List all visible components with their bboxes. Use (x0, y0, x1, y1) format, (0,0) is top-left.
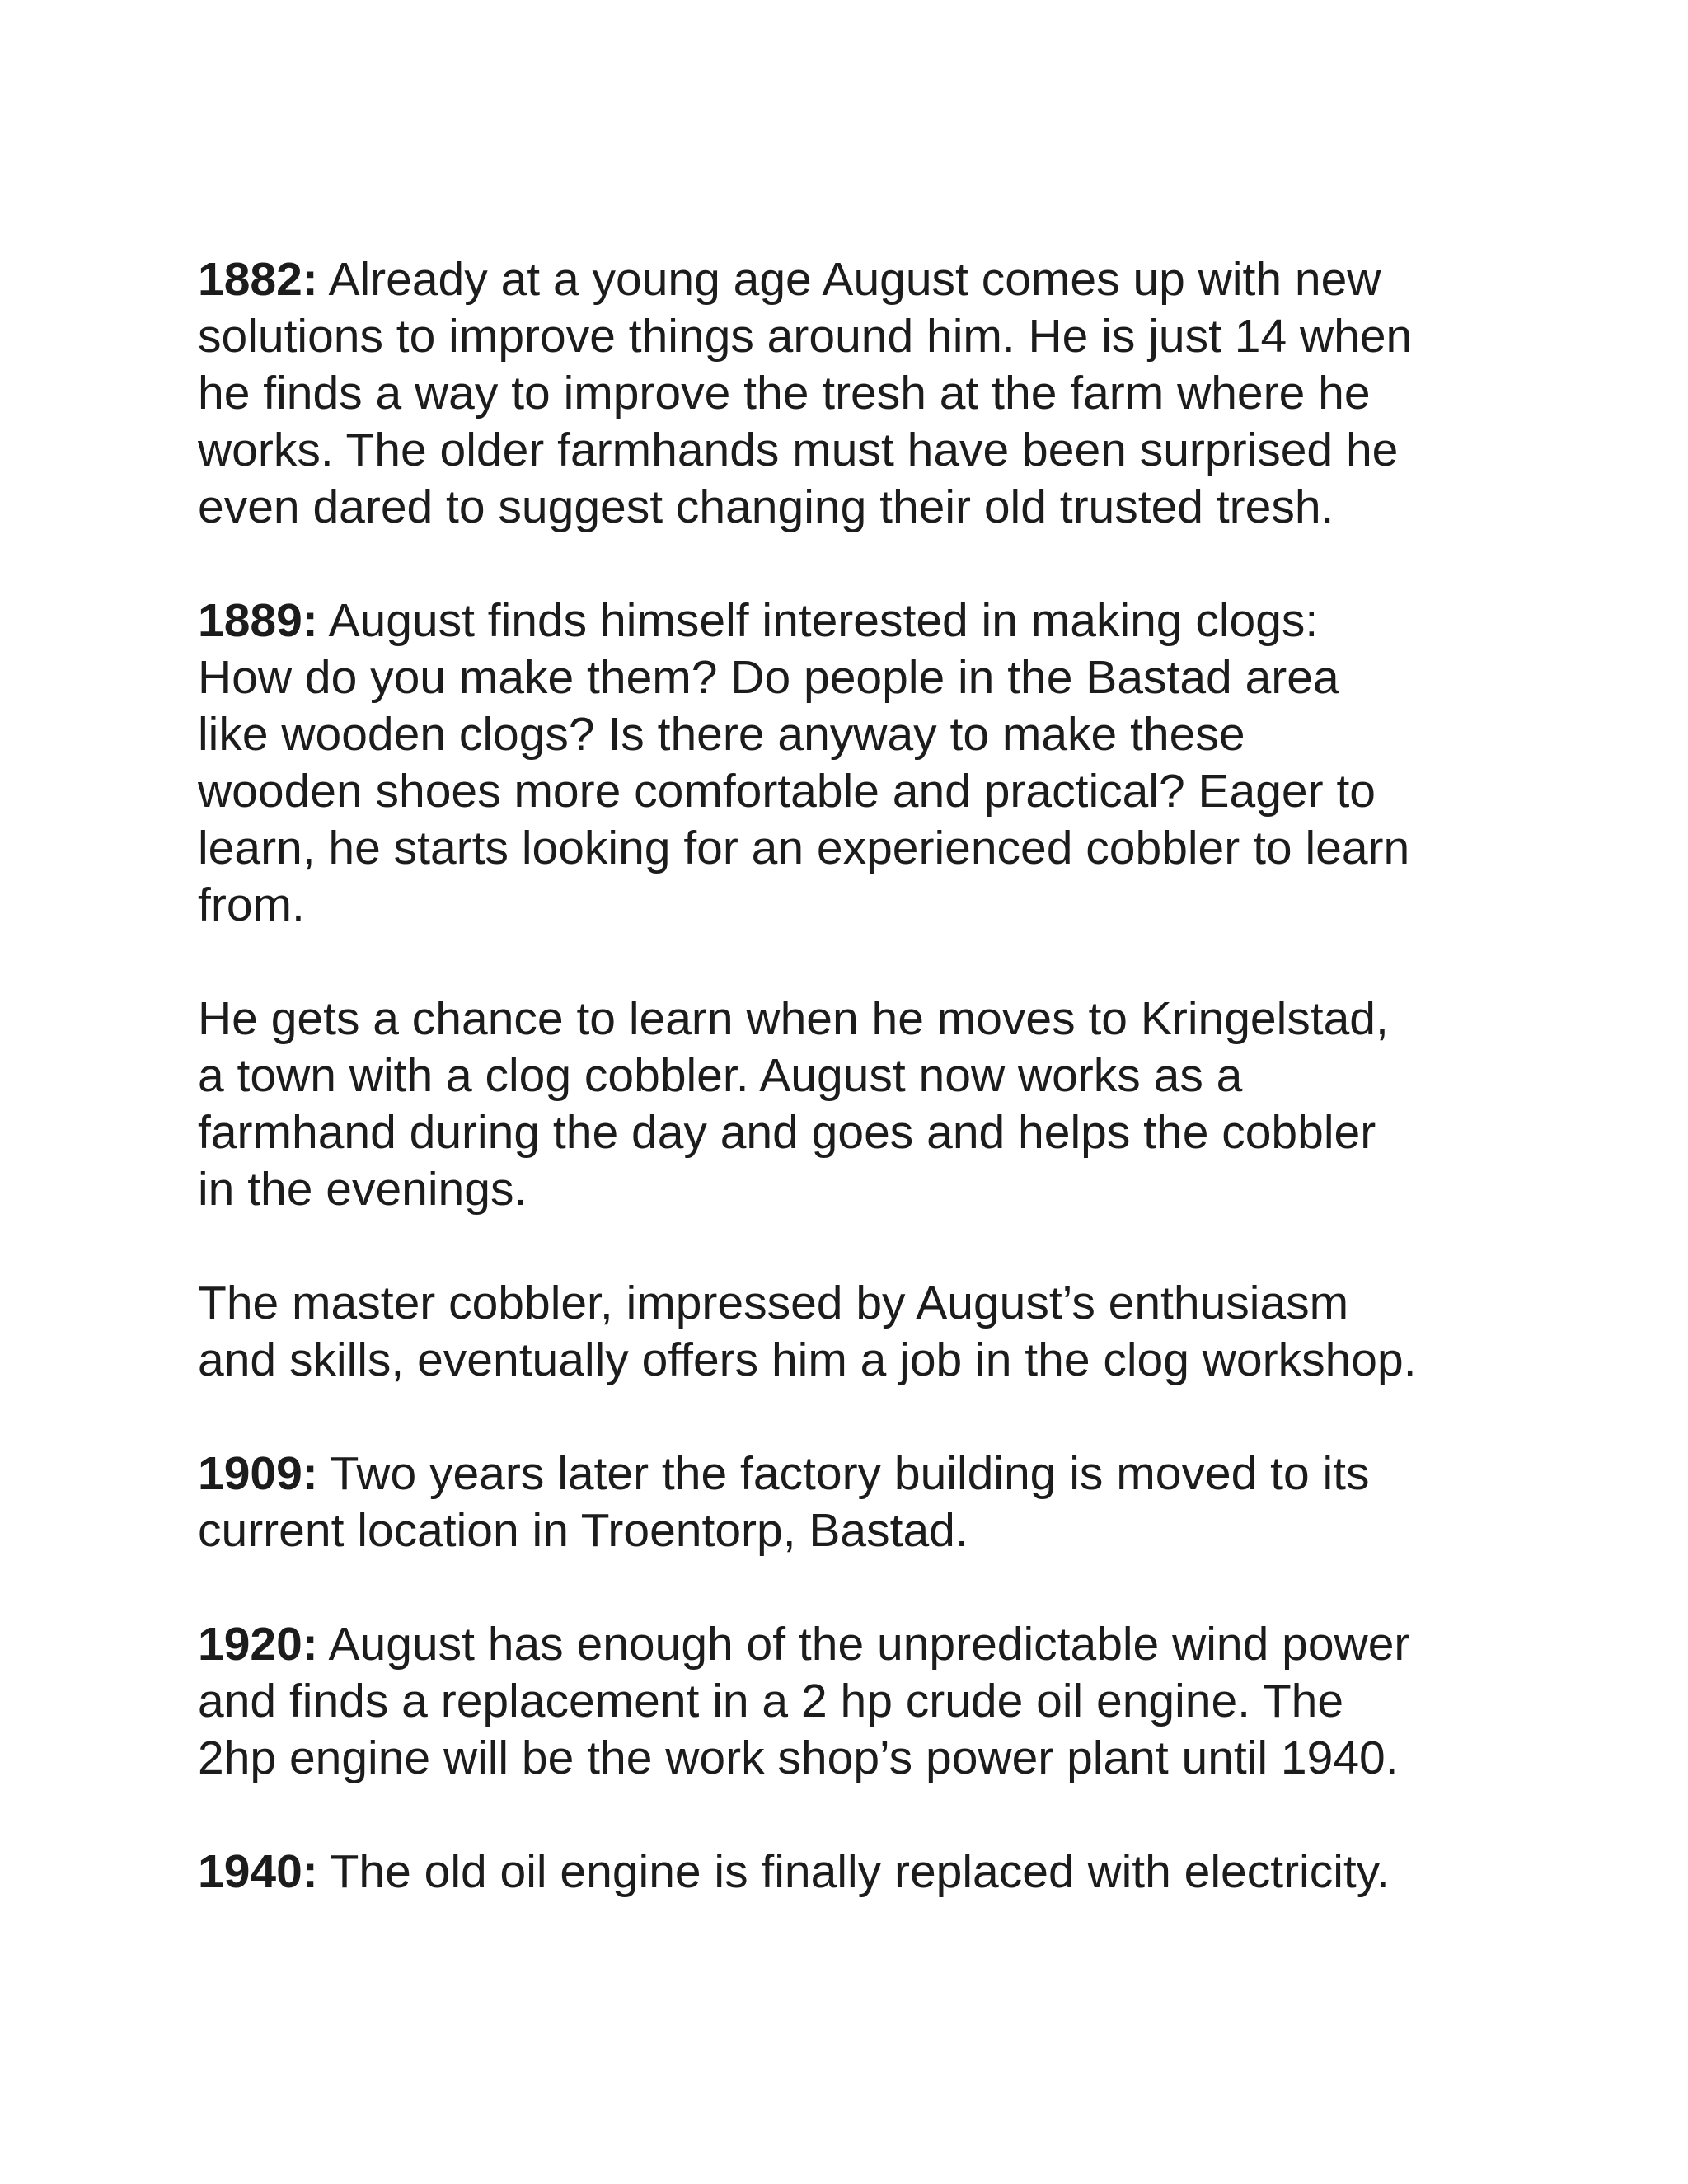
paragraph-text: Already at a young age August comes up with new solutions to improve things around him. He is just 14 when he finds a way to improve the tresh at the farm where he works. The older farmhands must have been surprised he even dared to suggest changing their old trusted tresh. (198, 253, 1413, 533)
paragraph-master-cobbler (198, 1275, 1550, 1389)
year-label: 1909: (198, 1447, 318, 1500)
paragraph-text: The old oil engine is finally replaced with electricity. (317, 1845, 1390, 1898)
paragraph-text: August has enough of the unpredictable wind power and finds a replacement in a 2 hp crude oil engine. The 2hp engine will be the work shop’s power plant until 1940. (198, 1618, 1410, 1784)
paragraph-1940 (198, 1844, 1550, 1900)
paragraph-text: The master cobbler, impressed by August’s enthusiasm and skills, eventually offers him a job in the clog workshop. (198, 1277, 1417, 1386)
year-label: 1889: (198, 594, 318, 647)
year-label: 1882: (198, 253, 318, 306)
paragraph-kringelstad (198, 991, 1550, 1218)
document-body (198, 251, 1550, 1900)
paragraph-1909 (198, 1446, 1550, 1559)
paragraph-1889 (198, 593, 1550, 934)
paragraph-1882 (198, 251, 1550, 536)
year-label: 1940: (198, 1845, 318, 1898)
paragraph-text: Two years later the factory building is moved to its current location in Troentorp, Bastad. (198, 1447, 1370, 1557)
paragraph-text: He gets a chance to learn when he moves to Kringelstad, a town with a clog cobbler. August now works as a farmhand during the day and goes and helps the cobbler in the evenings. (198, 992, 1389, 1216)
paragraph-1920 (198, 1616, 1550, 1787)
year-label: 1920: (198, 1618, 318, 1671)
paragraph-text: August finds himself interested in making clogs: How do you make them? Do people in the Bastad area like wooden clogs? Is there anyway to make these wooden shoes more comfortable and practical? Eager to learn, he starts looking for an experienced cobbler to learn from. (198, 594, 1410, 931)
